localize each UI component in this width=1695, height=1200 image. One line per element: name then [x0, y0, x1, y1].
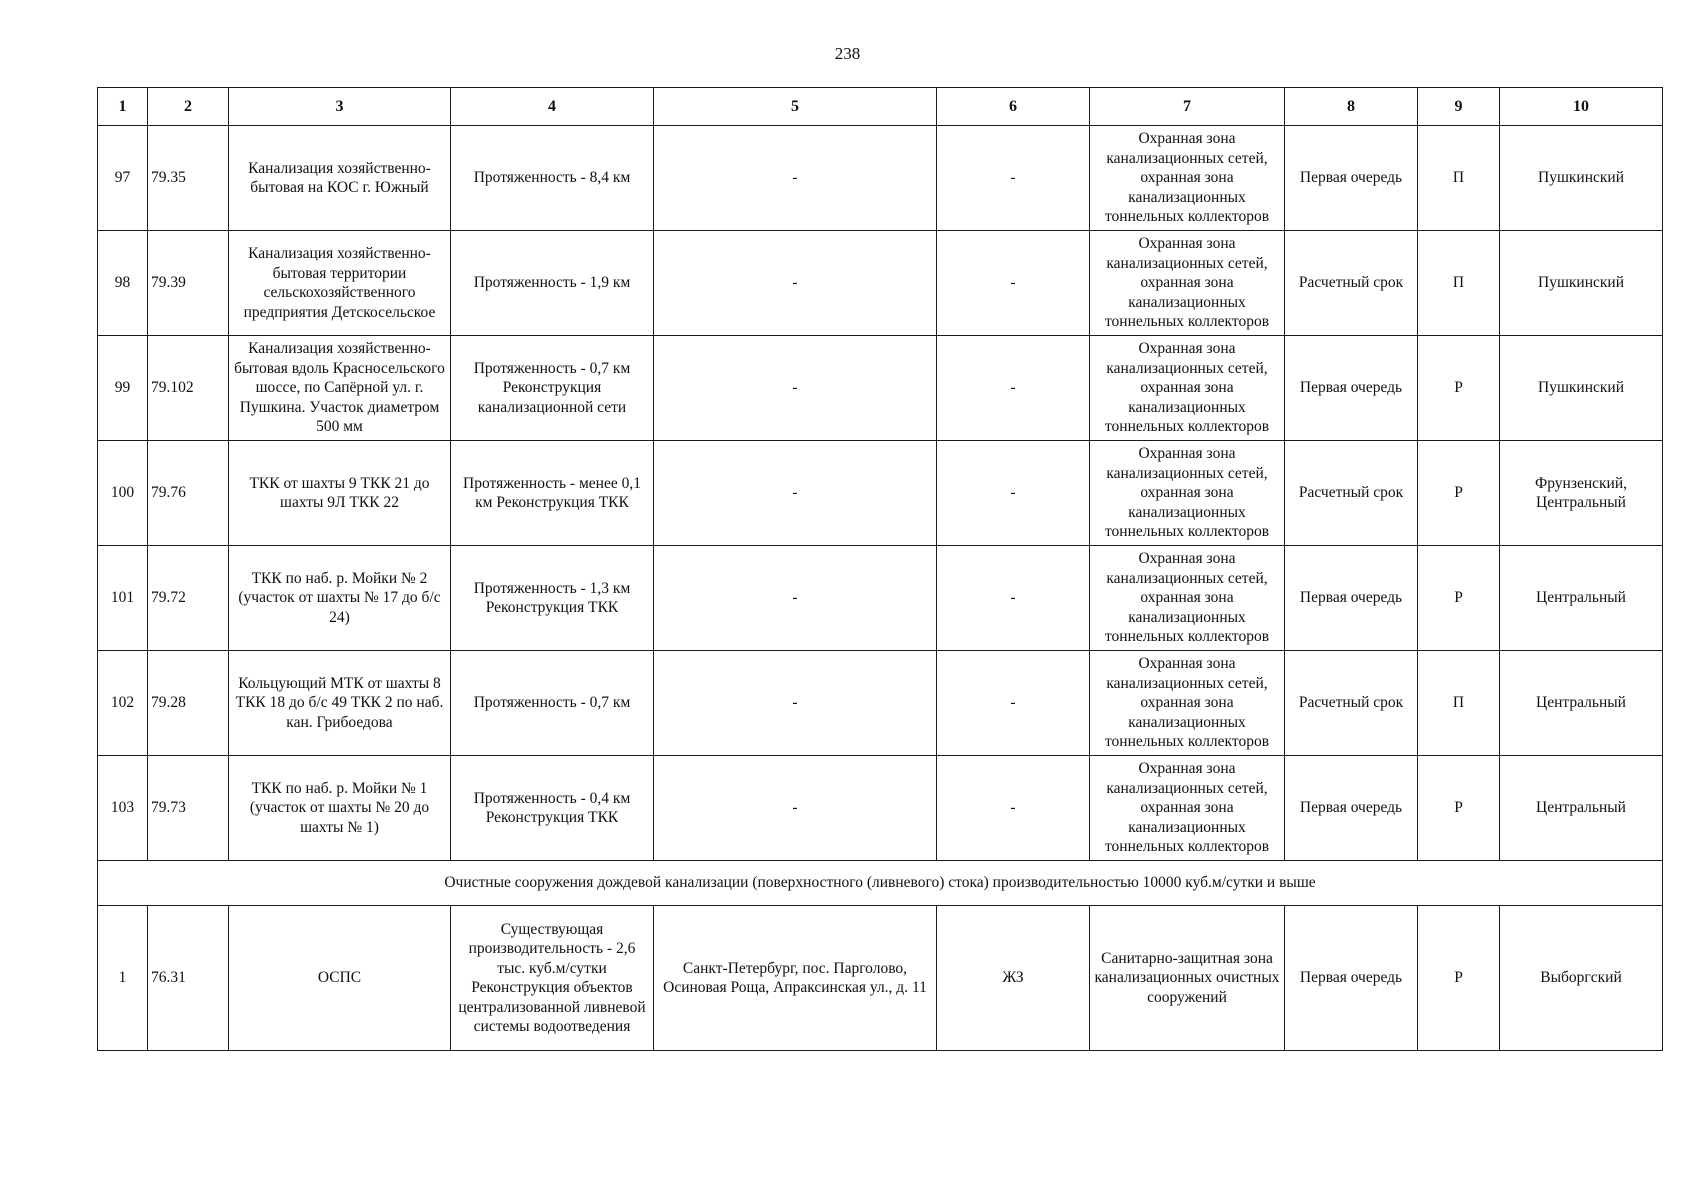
- cell-code: 79.76: [148, 441, 229, 546]
- cell-stage: Расчетный срок: [1285, 231, 1418, 336]
- cell-characteristics: Протяженность - 1,3 км Реконструкция ТКК: [451, 546, 654, 651]
- column-header: 7: [1090, 88, 1285, 126]
- cell-code: 79.72: [148, 546, 229, 651]
- column-header: 9: [1418, 88, 1500, 126]
- cell-location: -: [654, 126, 937, 231]
- cell-location: -: [654, 546, 937, 651]
- cell-protection-zone: Охранная зона канализационных сетей, охранная зона канализационных тоннельных коллекторов: [1090, 336, 1285, 441]
- cell-location: -: [654, 336, 937, 441]
- cell-district: Пушкинский: [1500, 336, 1663, 441]
- cell-code: 79.35: [148, 126, 229, 231]
- cell-protection-zone: Охранная зона канализационных сетей, охранная зона канализационных тоннельных коллекторов: [1090, 441, 1285, 546]
- cell-object-name: Канализация хозяйственно-бытовая на КОС г. Южный: [229, 126, 451, 231]
- cell-stage: Расчетный срок: [1285, 441, 1418, 546]
- cell-code: 79.39: [148, 231, 229, 336]
- cell-code: 79.102: [148, 336, 229, 441]
- table-row: [98, 126, 1663, 231]
- cell-district: Фрунзенский, Центральный: [1500, 441, 1663, 546]
- cell-status: П: [1418, 231, 1500, 336]
- cell-characteristics: Протяженность - 8,4 км: [451, 126, 654, 231]
- cell-zone: -: [937, 756, 1090, 861]
- cell-protection-zone: Охранная зона канализационных сетей, охранная зона канализационных тоннельных коллекторов: [1090, 546, 1285, 651]
- cell-district: Центральный: [1500, 756, 1663, 861]
- cell-code: 79.28: [148, 651, 229, 756]
- cell-object-name: Канализация хозяйственно-бытовая вдоль Красносельского шоссе, по Сапёрной ул. г. Пушкина. Участок диаметром 500 мм: [229, 336, 451, 441]
- cell-protection-zone: Охранная зона канализационных сетей, охранная зона канализационных тоннельных коллекторов: [1090, 126, 1285, 231]
- cell-district: Центральный: [1500, 546, 1663, 651]
- cell-district: Центральный: [1500, 651, 1663, 756]
- cell-number: 98: [98, 231, 148, 336]
- table-row: [98, 906, 1663, 1051]
- cell-stage: Первая очередь: [1285, 756, 1418, 861]
- cell-characteristics: Существующая производительность - 2,6 тыс. куб.м/сутки Реконструкция объектов централизованной ливневой системы водоотведения: [451, 906, 654, 1051]
- table-row: [98, 546, 1663, 651]
- cell-characteristics: Протяженность - 1,9 км: [451, 231, 654, 336]
- cell-characteristics: Протяженность - 0,7 км Реконструкция канализационной сети: [451, 336, 654, 441]
- cell-stage: Первая очередь: [1285, 336, 1418, 441]
- cell-location: -: [654, 231, 937, 336]
- cell-protection-zone: Охранная зона канализационных сетей, охранная зона канализационных тоннельных коллекторов: [1090, 651, 1285, 756]
- cell-object-name: ТКК по наб. р. Мойки № 1 (участок от шахты № 20 до шахты № 1): [229, 756, 451, 861]
- cell-stage: Первая очередь: [1285, 546, 1418, 651]
- column-header: 4: [451, 88, 654, 126]
- cell-number: 97: [98, 126, 148, 231]
- page-number: 238: [834, 44, 861, 63]
- cell-stage: Первая очередь: [1285, 906, 1418, 1051]
- cell-object-name: ТКК от шахты 9 ТКК 21 до шахты 9Л ТКК 22: [229, 441, 451, 546]
- cell-district: Выборгский: [1500, 906, 1663, 1051]
- cell-object-name: Кольцующий МТК от шахты 8 ТКК 18 до б/с 49 ТКК 2 по наб. кан. Грибоедова: [229, 651, 451, 756]
- column-header: 10: [1500, 88, 1663, 126]
- cell-status: Р: [1418, 441, 1500, 546]
- cell-status: Р: [1418, 756, 1500, 861]
- column-header: 8: [1285, 88, 1418, 126]
- cell-zone: -: [937, 336, 1090, 441]
- cell-district: Пушкинский: [1500, 231, 1663, 336]
- header-row: [98, 88, 1663, 126]
- column-header: 1: [98, 88, 148, 126]
- cell-stage: Первая очередь: [1285, 126, 1418, 231]
- column-header: 6: [937, 88, 1090, 126]
- document-table: [97, 87, 1663, 1051]
- cell-code: 79.73: [148, 756, 229, 861]
- cell-zone: -: [937, 126, 1090, 231]
- cell-zone: -: [937, 441, 1090, 546]
- cell-zone: -: [937, 231, 1090, 336]
- cell-protection-zone: Охранная зона канализационных сетей, охранная зона канализационных тоннельных коллекторов: [1090, 756, 1285, 861]
- cell-district: Пушкинский: [1500, 126, 1663, 231]
- cell-protection-zone: Охранная зона канализационных сетей, охранная зона канализационных тоннельных коллекторов: [1090, 231, 1285, 336]
- cell-stage: Расчетный срок: [1285, 651, 1418, 756]
- cell-characteristics: Протяженность - 0,4 км Реконструкция ТКК: [451, 756, 654, 861]
- cell-characteristics: Протяженность - менее 0,1 км Реконструкция ТКК: [451, 441, 654, 546]
- section-title: Очистные сооружения дождевой канализации (поверхностного (ливневого) стока) производительностью 10000 куб.м/сутки и выше: [98, 861, 1663, 906]
- cell-status: Р: [1418, 906, 1500, 1051]
- table-row: [98, 651, 1663, 756]
- cell-zone: -: [937, 651, 1090, 756]
- cell-status: Р: [1418, 336, 1500, 441]
- cell-status: Р: [1418, 546, 1500, 651]
- column-header: 2: [148, 88, 229, 126]
- section-header-row: [98, 861, 1663, 906]
- cell-zone: -: [937, 546, 1090, 651]
- cell-number: 101: [98, 546, 148, 651]
- table-row: [98, 336, 1663, 441]
- column-header: 5: [654, 88, 937, 126]
- cell-characteristics: Протяженность - 0,7 км: [451, 651, 654, 756]
- cell-location: -: [654, 651, 937, 756]
- table-row: [98, 756, 1663, 861]
- table-row: [98, 441, 1663, 546]
- table-row: [98, 231, 1663, 336]
- cell-object-name: Канализация хозяйственно-бытовая территории сельскохозяйственного предприятия Детскосельское: [229, 231, 451, 336]
- cell-object-name: ТКК по наб. р. Мойки № 2 (участок от шахты № 17 до б/с 24): [229, 546, 451, 651]
- cell-location: -: [654, 441, 937, 546]
- cell-number: 99: [98, 336, 148, 441]
- cell-number: 1: [98, 906, 148, 1051]
- cell-status: П: [1418, 651, 1500, 756]
- column-header: 3: [229, 88, 451, 126]
- cell-status: П: [1418, 126, 1500, 231]
- cell-number: 100: [98, 441, 148, 546]
- cell-number: 102: [98, 651, 148, 756]
- cell-zone: ЖЗ: [937, 906, 1090, 1051]
- cell-protection-zone: Санитарно-защитная зона канализационных очистных сооружений: [1090, 906, 1285, 1051]
- cell-number: 103: [98, 756, 148, 861]
- cell-code: 76.31: [148, 906, 229, 1051]
- cell-object-name: ОСПС: [229, 906, 451, 1051]
- cell-location: Санкт-Петербург, пос. Парголово, Осиновая Роща, Апраксинская ул., д. 11: [654, 906, 937, 1051]
- cell-location: -: [654, 756, 937, 861]
